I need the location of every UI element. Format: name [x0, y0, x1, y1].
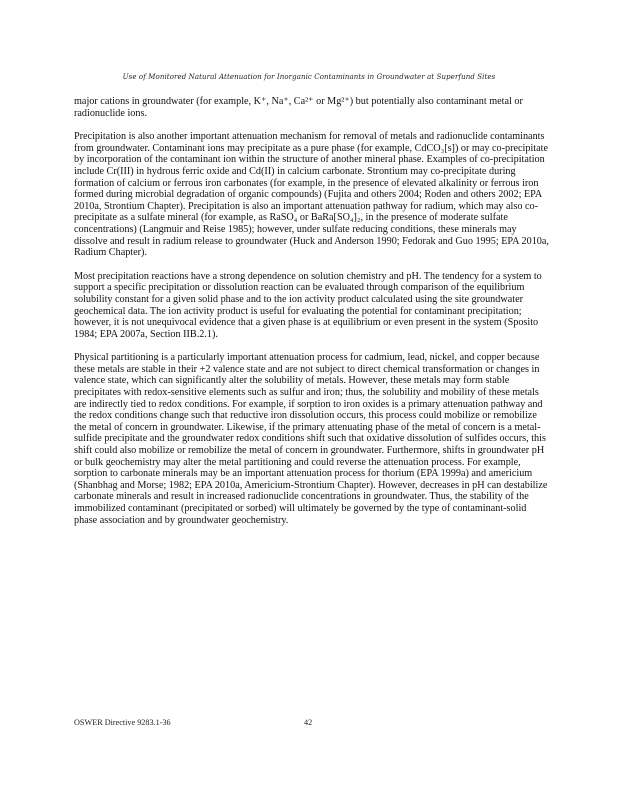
paragraph-cations: major cations in groundwater (for example, K⁺, Na⁺, Ca²⁺ or Mg²⁺) but potentially also contaminant metal or radionuclide ions.: [74, 96, 523, 119]
running-header: Use of Monitored Natural Attenuation for Inorganic Contaminants in Groundwater at Superfund Sites: [122, 73, 496, 81]
paragraph-precipitation: Precipitation is also another important attenuation mechanism for removal of metals and radionuclide contaminants from groundwater. Contaminant ions may precipitate as a pure phase (for example, CdCO₃[s]) or may co-precipitate by incorporation of the contaminant ion within the structure of another mineral phase. Examples of co-precipitation include Cr(III) in hydrous ferric oxide and Cd(II) in calcium carbonate. Strontium may co-precipitate during formation of calcium or ferrous iron carbonates (for example, in the presence of elevated alkalinity or ferrous iron formed during microbial degradation of organic compounds) (Fujita and others 2004; Roden and others 2002; EPA 2010a, Strontium Chapter). Precipitation is also an important attenuation pathway for radium, which may also co-precipitate as a sulfate mineral (for example, as RaSO₄ or BaRa[SO₄]₂, in the presence of moderate sulfate concentrations) (Langmuir and Reise 1985); however, under sulfate reducing conditions, these minerals may dissolve and result in radium release to groundwater (Huck and Anderson 1990; Fedorak and Guo 1995; EPA 2010a, Radium Chapter).: [74, 131, 549, 259]
directive-number: OSWER Directive 9283.1-36: [74, 718, 171, 727]
body-text: [74, 96, 550, 538]
page-number: 42: [304, 718, 313, 727]
paragraph-solution-chemistry: Most precipitation reactions have a strong dependence on solution chemistry and pH. The tendency for a system to support a specific precipitation or dissolution reaction can be evaluated through comparison of the equilibrium solubility constant for a given solid phase and to the ion activity product calculated using the site groundwater geochemical data. The ion activity product is useful for evaluating the potential for contaminant precipitation; however, it is not unequivocal evidence that a given phase is at equilibrium or even present in the system (Sposito 1984; EPA 2007a, Section IIB.2.1).: [74, 270, 542, 340]
paragraph-physical-partitioning: Physical partitioning is a particularly important attenuation process for cadmium, lead, nickel, and copper because these metals are stable in their +2 valence state and are not subject to direct chemical transformation or changes in valence state, which can significantly alter the solubility of metals. However, these metals may form stable precipitates with redox-sensitive elements such as sulfur and iron; thus, the solubility and mobility of these metals are indirectly tied to redox conditions. For example, if sorption to iron oxides is a primary attenuation pathway and the redox conditions change such that reductive iron dissolution occurs, this process could mobilize or remobilize the metal of concern in groundwater. Likewise, if the primary attenuating phase of the metal of concern is a metal-sulfide precipitate and the groundwater redox conditions shift such that oxidative dissolution of sulfides occurs, this shift could also mobilize or remobilize the metal of concern in groundwater. Furthermore, shifts in groundwater pH or bulk geochemistry may alter the metal partitioning and could reverse the attenuation process. For example, sorption to carbonate minerals may be an important attenuation process for thorium (EPA 1999a) and americium (Shanbhag and Morse; 1982; EPA 2010a, Americium-Strontium Chapter). However, decreases in pH can destabilize carbonate minerals and result in increased radionuclide concentrations in groundwater. Thus, the stability of the immobilized contaminant (precipitated or sorbed) will ultimately be governed by the type of contaminant-solid phase association and by groundwater geochemistry.: [74, 352, 548, 526]
